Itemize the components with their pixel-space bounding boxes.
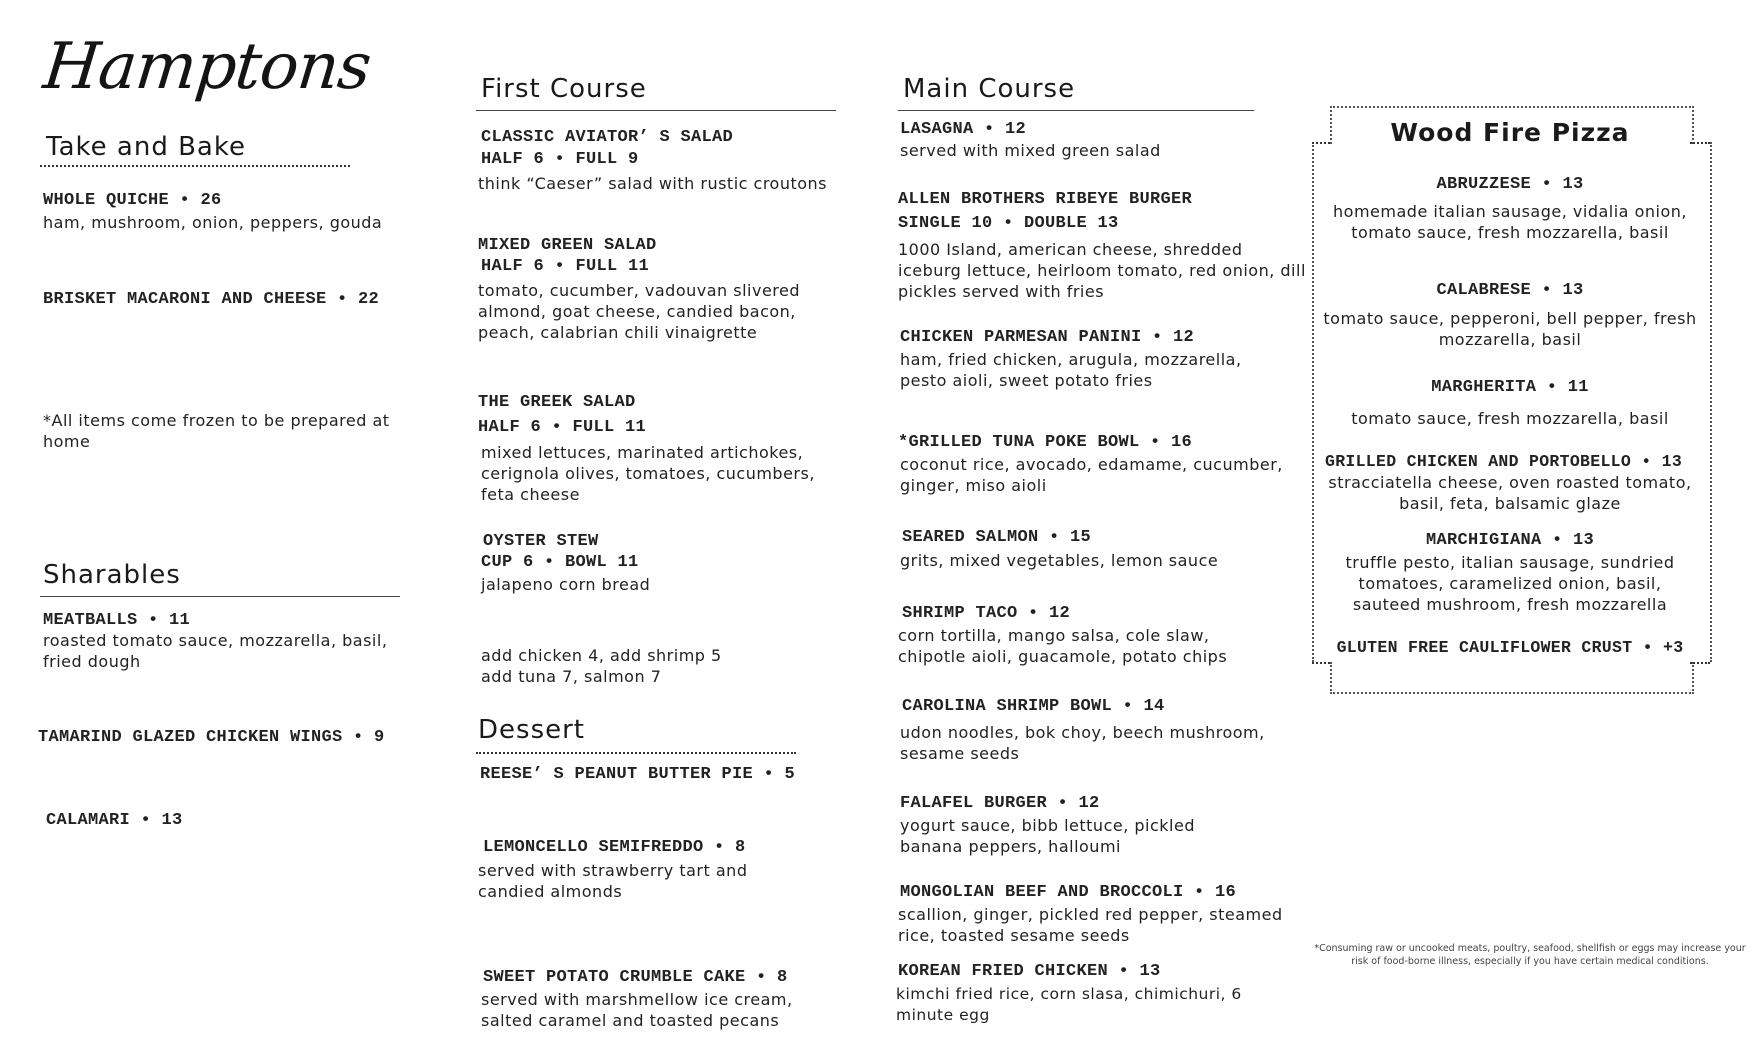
- menu-item-description: homemade italian sausage, vidalia onion, tomato sauce, fresh mozzarella, basil: [1333, 202, 1687, 242]
- take-and-bake-heading: Take and Bake: [46, 132, 246, 162]
- main-course-heading: Main Course: [903, 74, 1076, 104]
- menu-item-name: FALAFEL BURGER • 12: [900, 794, 1100, 813]
- menu-item-price: HALF 6 • FULL 11: [481, 257, 650, 276]
- take-and-bake-note: *All items come frozen to be prepared at home: [43, 411, 390, 451]
- menu-item-name: THE GREEK SALAD: [478, 393, 636, 412]
- menu-item-description: jalapeno corn bread: [481, 575, 651, 594]
- restaurant-logo: Hamptons: [40, 30, 374, 104]
- menu-item-name: SWEET POTATO CRUMBLE CAKE • 8: [483, 968, 788, 987]
- menu-item-name: SEARED SALMON • 15: [902, 528, 1092, 547]
- menu-item-description: coconut rice, avocado, edamame, cucumber, ginger, miso aioli: [900, 455, 1283, 495]
- menu-item-name: MONGOLIAN BEEF AND BROCCOLI • 16: [900, 883, 1237, 902]
- menu-item-name: CHICKEN PARMESAN PANINI • 12: [900, 328, 1195, 347]
- menu-item-name: WHOLE QUICHE • 26: [43, 191, 222, 210]
- menu-item-price: HALF 6 • FULL 11: [478, 418, 647, 437]
- sharables-heading: Sharables: [43, 560, 181, 590]
- menu-item-description: mixed lettuces, marinated artichokes, cerignola olives, tomatoes, cucumbers, feta cheese: [481, 443, 815, 504]
- sharables-divider: [40, 596, 400, 597]
- menu-item-description: tomato sauce, fresh mozzarella, basil: [1351, 409, 1669, 428]
- first-course-divider: [476, 110, 836, 111]
- menu-item-name: SHRIMP TACO • 12: [902, 604, 1071, 623]
- menu-item-description: scallion, ginger, pickled red pepper, steamed rice, toasted sesame seeds: [898, 905, 1283, 945]
- menu-item-name: LASAGNA • 12: [900, 120, 1027, 139]
- menu-item-name: KOREAN FRIED CHICKEN • 13: [898, 962, 1161, 981]
- menu-item-price: CUP 6 • BOWL 11: [481, 553, 639, 572]
- menu-item-price: SINGLE 10 • DOUBLE 13: [898, 214, 1119, 233]
- menu-item-name: ALLEN BROTHERS RIBEYE BURGER: [898, 190, 1193, 209]
- menu-item-name: TAMARIND GLAZED CHICKEN WINGS • 9: [38, 728, 385, 747]
- first-course-heading: First Course: [481, 74, 647, 104]
- take-and-bake-divider: [40, 165, 350, 167]
- main-course-divider: [898, 110, 1254, 111]
- menu-item-description: corn tortilla, mango salsa, cole slaw, chipotle aioli, guacamole, potato chips: [898, 626, 1228, 666]
- menu-item-description: yogurt sauce, bibb lettuce, pickled banana peppers, halloumi: [900, 816, 1195, 856]
- pizza-box-bottom-frame: [1330, 662, 1694, 694]
- menu-item-description: ham, fried chicken, arugula, mozzarella, pesto aioli, sweet potato fries: [900, 350, 1242, 390]
- menu-item-name: CALAMARI • 13: [46, 811, 183, 830]
- pizza-heading: Wood Fire Pizza: [1390, 118, 1630, 147]
- menu-item-description: udon noodles, bok choy, beech mushroom, sesame seeds: [900, 723, 1265, 763]
- add-ons: add chicken 4, add shrimp 5 add tuna 7, salmon 7: [481, 646, 722, 686]
- menu-item-description: roasted tomato sauce, mozzarella, basil, fried dough: [43, 631, 388, 671]
- health-disclaimer: *Consuming raw or uncooked meats, poultry, seafood, shellfish or eggs may increase your risk of food-borne illness, especially if you have certain medical conditions.: [1314, 943, 1746, 967]
- menu-item-description: think “Caeser” salad with rustic croutons: [478, 174, 828, 193]
- menu-item-name: LEMONCELLO SEMIFREDDO • 8: [483, 838, 746, 857]
- menu-item-description: served with strawberry tart and candied almonds: [478, 861, 748, 901]
- dessert-heading: Dessert: [478, 715, 585, 745]
- menu-item-name: CLASSIC AVIATOR’ S SALAD: [481, 128, 734, 147]
- menu-item-name: GRILLED CHICKEN AND PORTOBELLO • 13: [1325, 452, 1683, 471]
- menu-item-name: REESE’ S PEANUT BUTTER PIE • 5: [480, 765, 796, 784]
- menu-item-description: served with mixed green salad: [900, 141, 1161, 160]
- menu-item-description: 1000 Island, american cheese, shredded iceburg lettuce, heirloom tomato, red onion, dill pickles served with fries: [898, 240, 1306, 301]
- menu-item-description: tomato sauce, pepperoni, bell pepper, fresh mozzarella, basil: [1323, 309, 1697, 349]
- menu-item-price: HALF 6 • FULL 9: [481, 150, 639, 169]
- menu-item-name: GLUTEN FREE CAULIFLOWER CRUST • +3: [1336, 638, 1684, 657]
- menu-item-description: tomato, cucumber, vadouvan slivered almond, goat cheese, candied bacon, peach, calabrian chili vinaigrette: [478, 281, 801, 342]
- pizza-frame-notch-right-bottom: [1690, 662, 1710, 664]
- menu-item-description: stracciatella cheese, oven roasted tomato, basil, feta, balsamic glaze: [1328, 473, 1692, 513]
- menu-item-name: CAROLINA SHRIMP BOWL • 14: [902, 697, 1165, 716]
- menu-item-name: MEATBALLS • 11: [43, 611, 191, 630]
- menu-item-name: CALABRESE • 13: [1436, 281, 1584, 300]
- pizza-frame-notch-right: [1690, 142, 1710, 144]
- menu-item-description: truffle pesto, italian sausage, sundried tomatoes, caramelized onion, basil, sauteed mushroom, fresh mozzarella: [1345, 553, 1675, 614]
- menu-item-name: MARGHERITA • 11: [1431, 378, 1589, 397]
- pizza-frame-notch-left: [1312, 142, 1330, 144]
- menu-item-name: MARCHIGIANA • 13: [1425, 531, 1595, 550]
- menu-item-description: kimchi fried rice, corn slasa, chimichuri, 6 minute egg: [896, 985, 1242, 1024]
- pizza-frame-notch-left-bottom: [1312, 662, 1330, 664]
- menu-item-description: grits, mixed vegetables, lemon sauce: [900, 551, 1219, 570]
- menu-item-name: MIXED GREEN SALAD: [478, 236, 657, 255]
- menu-item-description: ham, mushroom, onion, peppers, gouda: [43, 213, 383, 232]
- menu-item-name: BRISKET MACARONI AND CHEESE • 22: [43, 290, 380, 309]
- menu-item-name: OYSTER STEW: [483, 532, 599, 551]
- menu-item-name: ABRUZZESE • 13: [1436, 175, 1584, 194]
- menu-item-name: *GRILLED TUNA POKE BOWL • 16: [898, 433, 1193, 452]
- dessert-divider: [476, 752, 796, 754]
- menu-item-description: served with marshmellow ice cream, salted caramel and toasted pecans: [481, 990, 793, 1030]
